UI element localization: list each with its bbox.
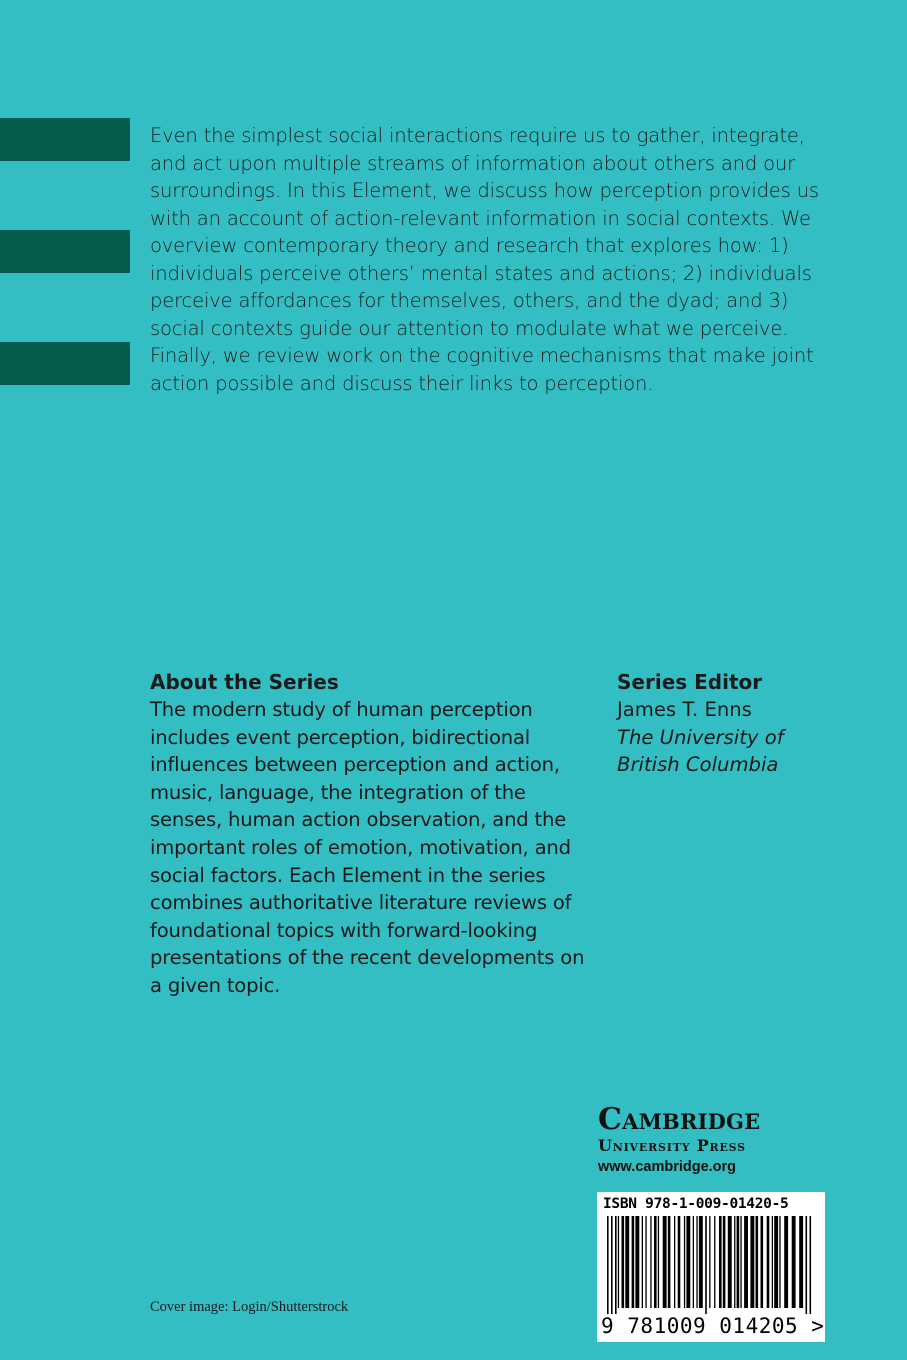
about-series-text: The modern study of human perception includes event perception, bidirectional influences between perception and action, music, language, the integration of the senses, human action observation, and the important roles of emotion, motivation, and social factors. Each Element in the series combines authoritative literature reviews of foundational topics with forward-looking presentations of the recent developments on a given topic. — [150, 698, 585, 997]
barcode-bar — [696, 1216, 697, 1308]
barcode-bar — [750, 1216, 754, 1308]
barcode-bar — [779, 1216, 780, 1308]
barcode-bar — [761, 1216, 764, 1308]
barcode-bar — [744, 1216, 748, 1308]
series-editor-section — [617, 668, 877, 779]
barcode-bar — [806, 1216, 808, 1314]
barcode-bar — [611, 1216, 613, 1314]
barcode-bar — [650, 1216, 651, 1308]
series-editor-name: James T. Enns — [617, 698, 752, 721]
barcode-bar — [774, 1216, 778, 1308]
barcode-bar — [723, 1216, 726, 1308]
barcode-bar — [635, 1216, 639, 1308]
barcode-bar — [740, 1216, 741, 1308]
barcode-bar — [686, 1216, 690, 1308]
barcode-bar — [792, 1216, 796, 1308]
barcode-bar — [615, 1216, 617, 1314]
barcode-bar — [799, 1216, 803, 1308]
barcode-bar — [642, 1216, 643, 1308]
accent-bar-top — [0, 118, 130, 161]
barcode-bar — [654, 1216, 657, 1308]
barcode-bar — [632, 1216, 635, 1308]
isbn-label: ISBN 978-1-009-01420-5 — [603, 1196, 789, 1212]
barcode-bar — [684, 1216, 685, 1308]
barcode-bar — [810, 1216, 812, 1314]
barcode-bar — [714, 1216, 715, 1308]
barcode-bar — [668, 1216, 671, 1308]
publisher-logo — [598, 1104, 838, 1178]
barcode-bar — [622, 1216, 625, 1308]
barcode-bar — [625, 1216, 629, 1308]
barcode-bar — [678, 1216, 681, 1308]
barcode-bar — [728, 1216, 732, 1308]
barcode-bar — [705, 1216, 707, 1314]
publisher-press: University Press — [598, 1136, 746, 1155]
publisher-name: Cambridge — [598, 1102, 761, 1137]
barcode-bar — [699, 1216, 703, 1308]
barcode-bar — [734, 1216, 735, 1308]
isbn-barcode — [597, 1192, 825, 1342]
accent-bar-bottom — [0, 342, 130, 385]
barcode-bar — [784, 1216, 788, 1308]
about-series-heading: About the Series — [150, 670, 339, 694]
cover-image-credit: Cover image: Login/Shutterstrock — [150, 1299, 349, 1315]
barcode-bar — [607, 1216, 609, 1314]
barcode-bar — [709, 1216, 710, 1308]
about-series-section — [150, 668, 600, 1000]
barcode-bar — [658, 1216, 659, 1308]
ean-digits: 9 781009 014205 > — [601, 1314, 825, 1338]
barcode-bar — [767, 1216, 770, 1308]
barcode-bar — [772, 1216, 773, 1308]
barcode-bar — [693, 1216, 694, 1308]
series-editor-heading: Series Editor — [617, 670, 763, 694]
barcode-bar — [618, 1216, 619, 1308]
barcode-bar — [756, 1216, 759, 1308]
series-editor-affiliation: The University of British Columbia — [617, 725, 784, 777]
barcode-bar — [663, 1216, 667, 1308]
accent-bar-middle — [0, 230, 130, 273]
book-blurb: Even the simplest social interactions require us to gather, integrate, and act upon multiple streams of information about others and our surroundings. In this Element, we discuss how perception provides us with an account of action-relevant information in social contexts. We overview contemporary theory and research that explores how: 1) individuals perceive others’ mental states and actions; 2) individuals perceive affordances for themselves, others, and the dyad; and 3) social contexts guide our attention to modulate what we perceive. Finally, we review work on the cognitive mechanisms that make joint action possible and discuss their links to perception. — [150, 124, 819, 395]
barcode-bar — [674, 1216, 675, 1308]
barcode-bar — [645, 1216, 646, 1308]
barcode-bar — [737, 1216, 740, 1308]
barcode-bars — [597, 1216, 825, 1314]
barcode-bar — [719, 1216, 722, 1308]
publisher-url: www.cambridge.org — [598, 1159, 737, 1175]
